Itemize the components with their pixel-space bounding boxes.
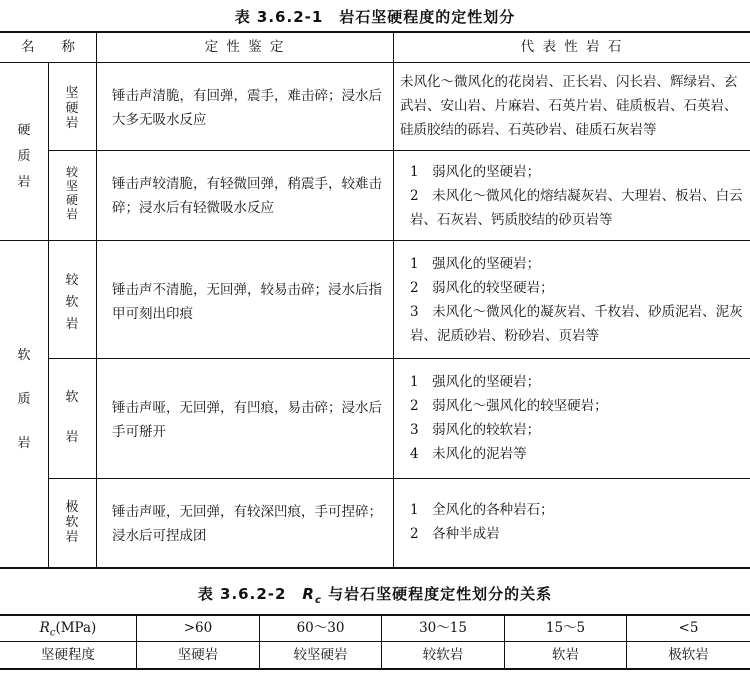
t1-row1-rule: [48, 150, 750, 151]
t1-vline-qual: [393, 31, 394, 567]
t2-value-4: 15～5: [545, 620, 586, 636]
t1-row4-rule: [48, 478, 750, 479]
t2-value-5: <5: [678, 620, 699, 636]
t1-row5-qual: 锤击声哑，无回弹，有较深凹痕，手可捏碎；浸水后可捏成团: [112, 504, 382, 544]
t2-grade-5: 极软岩: [668, 647, 709, 663]
t1-bottom-rule: [0, 567, 750, 569]
t1-row1-rep: 未风化～微风化的花岗岩、正长岩、闪长岩、辉绿岩、玄武岩、安山岩、片麻岩、石英片岩、硅质板岩、石英岩、硅质胶结的砾岩、石英砂岩、硅质石灰岩等: [400, 74, 738, 138]
t2-value-3: 30～15: [419, 620, 467, 636]
t2-value-2: 60～30: [296, 620, 345, 636]
t1-row3-rule: [48, 358, 750, 359]
t1-row5-rep-item1: 1 全风化的各种岩石；: [410, 502, 554, 518]
t2-rc-label: [0, 616, 136, 640]
t2-mid-rule: [0, 641, 750, 642]
t1-row4-rep-item3: 3 弱风化的较软岩；: [410, 422, 541, 438]
t1-row3-rep-item3: 3 未风化～微风化的凝灰岩、千枚岩、砂质泥岩、泥灰岩、泥质砂岩、粉砂岩、页岩等: [410, 304, 743, 344]
t1-group-soft: 软 质 岩: [17, 348, 31, 451]
t2-rc-symbol: R: [39, 620, 50, 636]
t1-row3-rep: [400, 252, 743, 348]
t1-vline-group: [48, 63, 49, 567]
t1-group-hard: 硬 质 岩: [17, 123, 31, 190]
t2-rc-sub: c: [49, 627, 56, 639]
t1-row4-rep: [400, 370, 743, 466]
t1-row3-name: 较 软 岩: [65, 273, 79, 332]
table2-caption: [0, 583, 750, 606]
t2-bottom-rule: [0, 668, 750, 670]
t1-row2-qual: 锤击声较清脆，有轻微回弹，稍震手，较难击碎；浸水后有轻微吸水反应: [112, 176, 382, 216]
t1-row3-rep-item1: 1 强风化的坚硬岩；: [410, 256, 541, 272]
t1-row1-qual: 锤击声清脆，有回弹，震手，难击碎；浸水后大多无吸水反应: [112, 88, 382, 128]
t1-row5-rep: [400, 498, 743, 546]
t2-caption-symbol: R: [302, 585, 315, 603]
t2-value-1: >60: [183, 620, 213, 636]
t2-grade-4: 软岩: [552, 647, 579, 663]
table1-caption: 表 3.6.2-1 岩石坚硬程度的定性划分: [234, 8, 516, 26]
t1-hard-soft-rule: [0, 240, 750, 241]
t1-row1-name: 坚 硬 岩: [65, 86, 79, 131]
t2-grade-1: 坚硬岩: [177, 647, 219, 663]
t1-row4-rep-item4: 4 未风化的泥岩等: [410, 446, 527, 462]
t2-caption-sub: c: [314, 595, 322, 606]
t1-header-rep: 代 表 性 岩 石: [520, 39, 624, 55]
t1-row4-qual: 锤击声哑，无回弹，有凹痕，易击碎；浸水后手可掰开: [112, 400, 382, 440]
t1-header-name: 名 称: [21, 39, 75, 55]
t1-row3-rep-item2: 2 弱风化的较坚硬岩；: [410, 280, 554, 296]
t2-grade-2: 较坚硬岩: [293, 647, 348, 663]
t1-row4-rep-item2: 2 弱风化～强风化的较坚硬岩；: [410, 398, 608, 414]
t1-row5-rep-item2: 2 各种半成岩: [410, 526, 500, 542]
t1-row2-rep: [400, 160, 743, 232]
t2-caption-suffix: 与岩石坚硬程度定性划分的关系: [321, 585, 553, 603]
t2-rc-unit: (MPa): [55, 620, 97, 636]
t1-row2-rep-item2: 2 未风化～微风化的熔结凝灰岩、大理岩、板岩、白云岩、石灰岩、钙质胶结的砂页岩等: [410, 188, 743, 228]
t1-row5-name: 极 软 岩: [65, 500, 79, 545]
t1-row4-name: 软 岩: [65, 390, 79, 445]
t2-grade-3: 较软岩: [422, 647, 464, 663]
t1-row2-rep-item1: 1 弱风化的坚硬岩；: [410, 164, 541, 180]
t1-row3-qual: 锤击声不清脆，无回弹，较易击碎；浸水后指甲可刻出印痕: [112, 282, 382, 322]
t1-header-rule: [0, 62, 750, 63]
t1-vline-name: [96, 31, 97, 567]
t1-row4-rep-item1: 1 强风化的坚硬岩；: [410, 374, 541, 390]
t1-header-qual: 定 性 鉴 定: [204, 39, 286, 55]
t2-grade-label: 坚硬程度: [41, 647, 95, 663]
t1-row2-name: 较 坚 硬 岩: [65, 165, 78, 221]
t2-caption-prefix: 表 3.6.2-2: [197, 585, 303, 603]
